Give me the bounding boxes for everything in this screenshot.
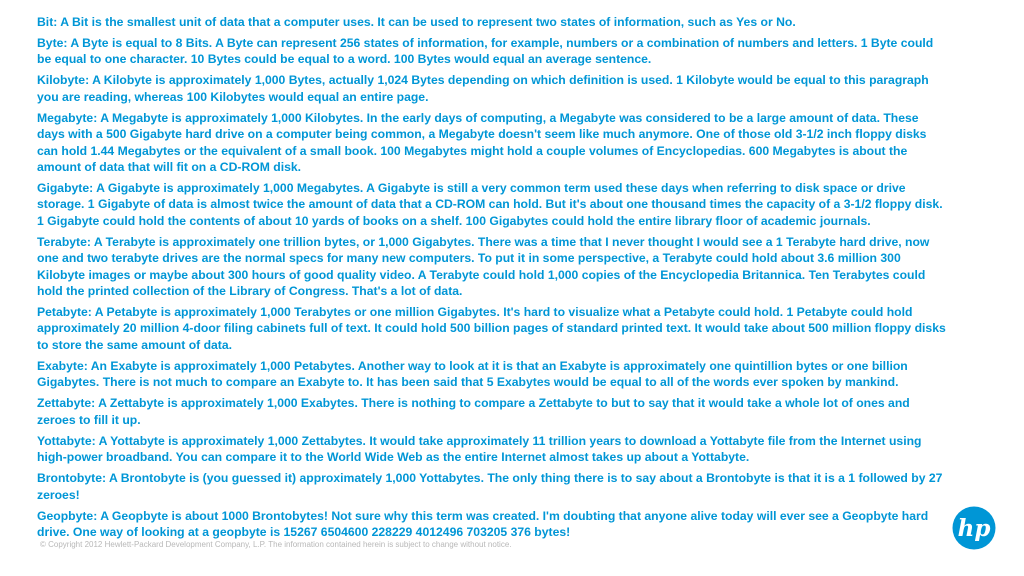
paragraph-terabyte: Terabyte: A Terabyte is approximately one trillion bytes, or 1,000 Gigabytes. There was a time that I never thought I would see a 1 Terabyte hard drive, now one and two terabyte drives are the normal specs for many new computers. To put it in some perspective, a Terabyte could hold about 3.6 million 300 Kilobyte images or maybe about 300 hours of good quality video. A Terabyte could hold 1,000 copies of the Encyclopedia Britannica. Ten Terabytes could hold the printed collection of the Library of Congress. That's a lot of data. [37,234,930,299]
paragraph-geopbyte: Geopbyte: A Geopbyte is about 1000 Brontobytes! Not sure why this term was created. I'm doubting that anyone alive today will ever see a Geopbyte hard drive. One way of looking at a geopbyte is 15267 6504600 228229 4012496 703205 376 bytes! [37,508,929,539]
paragraph-brontobyte: Brontobyte: A Brontobyte is (you guessed it) approximately 1,000 Yottabytes. The only thing there is to say about a Brontobyte is that it is a 1 followed by 27 zeroes! [37,471,943,502]
paragraph-bit: Bit: A Bit is the smallest unit of data that a computer uses. It can be used to represent two states of information, such as Yes or No. [37,15,796,29]
paragraph-zettabyte: Zettabyte: A Zettabyte is approximately 1,000 Exabytes. There is nothing to compare a Zettabyte to but to say that it would take a whole lot of ones and zeroes to fill it up. [37,396,910,427]
paragraph-kilobyte: Kilobyte: A Kilobyte is approximately 1,000 Bytes, actually 1,024 Bytes depending on which definition is used. 1 Kilobyte would be equal to this paragraph you are reading, whereas 100 Kilobytes would equal an entire page. [37,73,929,104]
definitions-list [37,14,947,545]
paragraph-megabyte: Megabyte: A Megabyte is approximately 1,000 Kilobytes. In the early days of computing, a Megabyte was considered to be a large amount of data. These days with a 500 Gigabyte hard drive on a computer being common, a Megabyte doesn't seem like much anymore. One of those old 3-1/2 inch floppy disks can hold 1.44 Megabytes or the equivalent of a small book. 100 Megabytes might hold a couple volumes of Encyclopedias. 600 Megabytes is about the amount of data that will fit on a CD-ROM disk. [37,110,927,175]
paragraph-gigabyte: Gigabyte: A Gigabyte is approximately 1,000 Megabytes. A Gigabyte is still a very common term used these days when referring to disk space or drive storage. 1 Gigabyte of data is almost twice the amount of data that a CD-ROM can hold. But it's about one thousand times the capacity of a 3-1/2 floppy disk. 1 Gigabyte could hold the contents of about 10 yards of books on a shelf. 100 Gigabytes could hold the entire library floor of academic journals. [37,181,943,228]
paragraph-byte: Byte: A Byte is equal to 8 Bits. A Byte can represent 256 states of information, for example, numbers or a combination of numbers and letters. 1 Byte could be equal to one character. 10 Bytes could be equal to a word. 100 Bytes would equal an average sentence. [37,36,934,67]
paragraph-petabyte: Petabyte: A Petabyte is approximately 1,000 Terabytes or one million Gigabytes. It's hard to visualize what a Petabyte could hold. 1 Petabyte could hold approximately 20 million 4-door filing cabinets full of text. It could hold 500 billion pages of standard printed text. It would take about 500 million floppy disks to store the same amount of data. [37,305,946,352]
paragraph-yottabyte: Yottabyte: A Yottabyte is approximately 1,000 Zettabytes. It would take approximately 11 trillion years to download a Yottabyte file from the Internet using high-power broadband. You can compare it to the World Wide Web as the entire Internet almost takes up about a Yottabyte. [37,433,922,465]
copyright-footer: © Copyright 2012 Hewlett-Packard Development Company, L.P. The information contained herein is subject to change without notice. [40,540,512,549]
paragraph-exabyte: Exabyte: An Exabyte is approximately 1,000 Petabytes. Another way to look at it is that an Exabyte is approximately one quintillion bytes or one billion Gigabytes. There is not much to compare an Exabyte to. It has been said that 5 Exabytes would be equal to all of the words ever spoken by mankind. [37,358,908,390]
hp-logo [952,506,996,550]
logo-text: hp [957,515,991,542]
